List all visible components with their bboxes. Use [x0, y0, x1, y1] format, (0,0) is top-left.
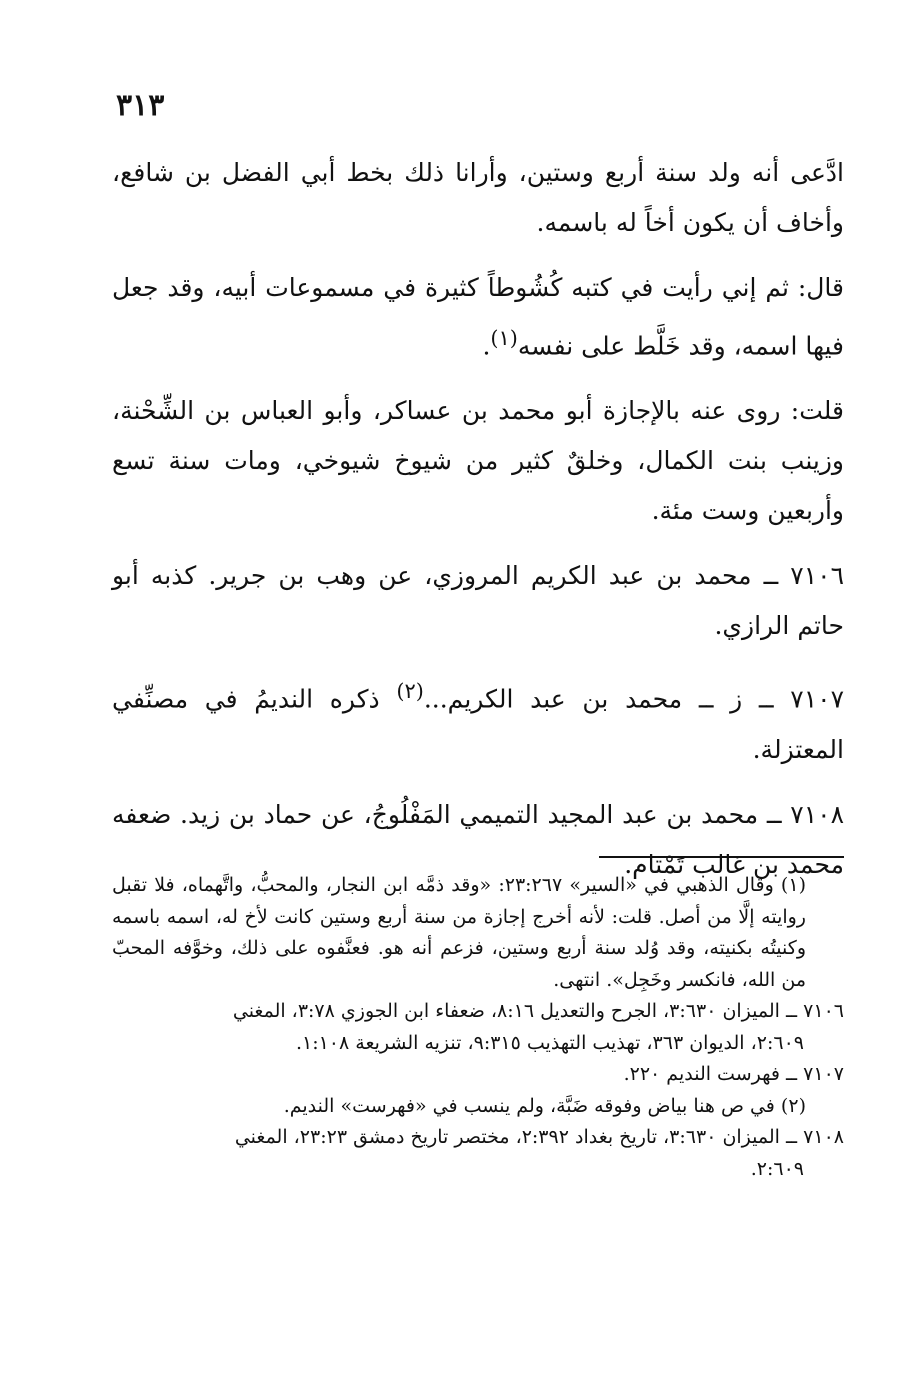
reference-7108	[112, 1122, 844, 1185]
footnotes	[112, 870, 844, 1185]
paragraph-3: قلت: روى عنه بالإجازة أبو محمد بن عساكر، وأبو العباس بن الشِّحْنة، وزينب بنت الكمال، وخلقٌ كثير من شيوخ شيوخي، ومات سنة تسع وأربعين وست مئة.	[112, 396, 844, 526]
reference-7108-continued: ٢:٦٠٩.	[750, 1157, 804, 1180]
entry-7107-head: ٧١٠٧ ــ ز ــ محمد بن عبد الكريم...	[423, 684, 844, 714]
footnote-marker-1: (١)	[490, 326, 518, 350]
footnote-marker-2: (٢)	[396, 679, 424, 704]
entry-7106: ٧١٠٦ ــ محمد بن عبد الكريم المروزي، عن وهب بن جرير. كذبه أبو حاتم الرازي.	[112, 561, 844, 641]
entry-7108: ٧١٠٨ ــ محمد بن عبد المجيد التميمي المَفْلُوجُ، عن حماد بن زيد. ضعفه محمد بن غالب تَمْتام.	[112, 799, 844, 879]
entry-7107	[112, 666, 844, 774]
paragraph-2: قال: ثم إني رأيت في كتبه كُشُوطاً كثيرة في مسموعات أبيه، وقد جعل فيها اسمه، وقد خَلَّط على نفسه$^{(١)}$.	[112, 273, 844, 361]
footnote-2: (٢) في ص هنا بياض وفوقه ضَبَّة، ولم ينسب في «فهرست» النديم.	[283, 1094, 806, 1117]
footnote-1: (١) وقال الذهبي في «السير» ٢٣:٢٦٧: «وقد ذمَّه ابن النجار، والمحبُّ، واتَّهماه، فلا تقبل روايته إلَّا من أصل. قلت: لأنه أخرج إجازة من سنة أربع وستين كانت لأخ له، اسمه باسمه وكنيتُه بكنيته، وقد وُلد سنة أربع وستين، فزعم أنه هو. فعنَّفوه على ذلك، وخوَّفه المحبّ من الله، فانكسر وخَجِل». انتهى.	[112, 874, 806, 991]
reference-7108-first: ٧١٠٨ ــ الميزان ٣:٦٣٠، تاريخ بغداد ٢:٣٩٢، مختصر تاريخ دمشق ٢٣:٢٣، المغني	[234, 1126, 844, 1148]
main-text	[112, 148, 844, 905]
entry-7107-body: ذكره النديمُ في مصنِّفي المعتزلة.	[112, 684, 844, 764]
footnote-divider	[599, 856, 844, 858]
paragraph-2-text: قال: ثم إني رأيت في كتبه كُشُوطاً كثيرة في مسموعات أبيه، وقد جعل فيها اسمه، وقد خَلَّط على نفسه	[112, 273, 844, 361]
reference-7107: ٧١٠٧ ــ فهرست النديم ٢٢٠.	[623, 1063, 844, 1085]
reference-7106	[112, 996, 844, 1059]
page-number: ٣١٣	[116, 88, 165, 123]
paragraph-1: ادَّعى أنه ولد سنة أربع وستين، وأرانا ذلك بخط أبي الفضل بن شافع، وأخاف أن يكون أخاً له باسمه.	[112, 158, 844, 237]
reference-7106-continued: ٢:٦٠٩، الديوان ٣٦٣، تهذيب التهذيب ٩:٣١٥، تنزيه الشريعة ١:١٠٨.	[295, 1031, 804, 1054]
reference-7106-first: ٧١٠٦ ــ الميزان ٣:٦٣٠، الجرح والتعديل ٨:١٦، ضعفاء ابن الجوزي ٣:٧٨، المغني	[232, 1000, 844, 1022]
